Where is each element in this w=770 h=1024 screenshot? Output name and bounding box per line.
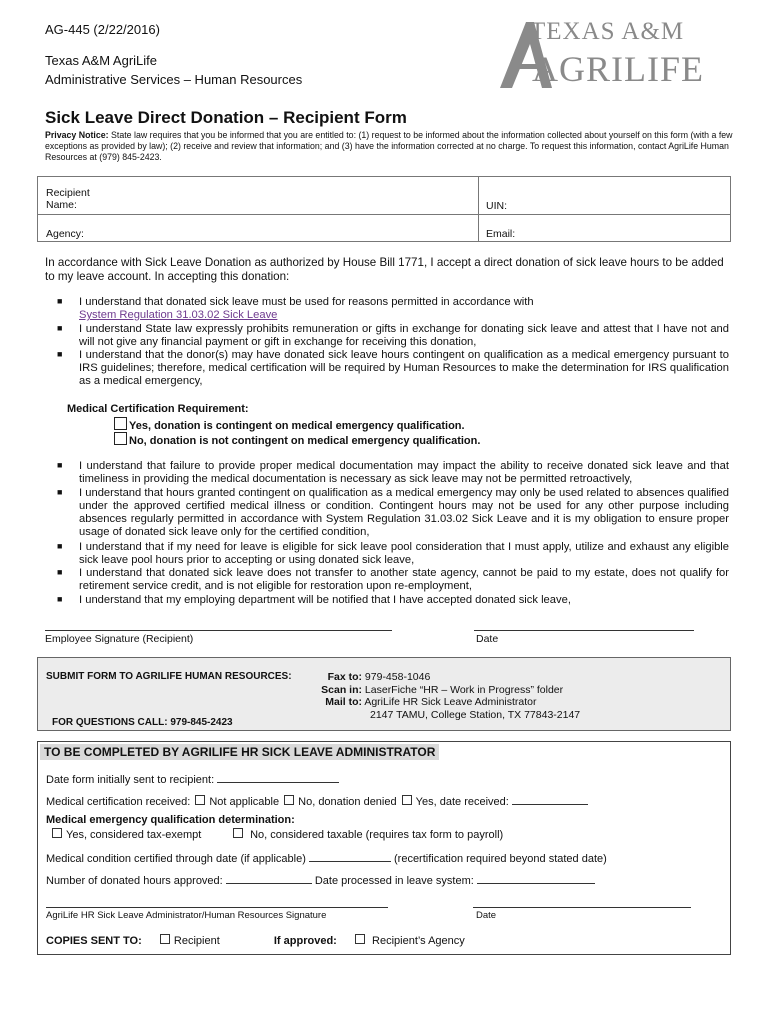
hours-approved-field[interactable]: [226, 872, 312, 884]
intro-paragraph: In accordance with Sick Leave Donation as authorized by House Bill 1771, I accept a direct donation of sick leave hours to be added to my leave account. In accepting this donation:: [45, 256, 724, 283]
employee-date-label: Date: [476, 633, 499, 645]
box-divider: [478, 177, 479, 241]
box-row-divider: [38, 214, 730, 215]
date-received-field[interactable]: [512, 793, 588, 805]
bullet-icon: ■: [57, 541, 63, 551]
checkbox-recipient-agency[interactable]: [355, 934, 365, 944]
bullet-icon: ■: [57, 349, 63, 359]
logo-top-text: TEXAS A&M: [530, 18, 685, 45]
uin-field[interactable]: [516, 189, 724, 211]
bullet-icon: ■: [57, 567, 63, 577]
submit-details: Fax to: 979-458-1046 Scan in: LaserFiche “HR – Work in Progress” folder Mail to: AgriLife HR Sick Leave Administrator 2147 TAMU, College Station, TX 77843-2147: [321, 671, 581, 721]
submit-box: [37, 657, 731, 731]
page-title: Sick Leave Direct Donation – Recipient Form: [45, 108, 407, 127]
admin-date-line[interactable]: [473, 907, 691, 908]
bullet-a3: I understand that the donor(s) may have donated sick leave hours contingent on qualification as a medical emergency pursuant to IRS guidelines; therefore, medical certification will be required by Human Resources to make the determination for IRS qualification as a medical emergency,: [79, 349, 729, 387]
bullet-b5: I understand that my employing department will be notified that I have accepted donated sick leave,: [79, 594, 571, 606]
bullet-b2: I understand that hours granted contingent on qualification as a medical emergency may only be used related to absences qualified under the approved certified medical illness or condition. Contingent hours may not be used for any other purpose including absences regularly permitted in accordance with System Regulation 31.03.02 Sick Leave and it is my obligation to ensure proper usage of donated sick leave only for the certified condition,: [79, 487, 729, 538]
org-line-2: Administrative Services – Human Resources: [45, 72, 303, 87]
logo-bottom-text: AGRILIFE: [532, 49, 704, 89]
bullet-b4: I understand that donated sick leave does not transfer to another state agency, cannot be paid to my estate, does not qualify for retirement service credit, and is not eligible for restoration upon re-employment,: [79, 567, 729, 592]
bullet-a2: I understand State law expressly prohibits remuneration or gifts in exchange for donating sick leave and attest that I have not and will not give any financial payment or gift in exchange for receiving this donation,: [79, 323, 729, 348]
employee-date-line[interactable]: [474, 630, 694, 631]
checkbox-no[interactable]: [114, 432, 127, 445]
privacy-notice: [45, 130, 735, 163]
cert-through-field[interactable]: [309, 850, 391, 862]
privacy-label: Privacy Notice:: [45, 130, 109, 140]
recipient-name-field[interactable]: [98, 189, 474, 211]
form-id: AG-445 (2/22/2016): [45, 22, 160, 37]
email-label: Email:: [486, 228, 516, 240]
checkbox-donation-denied[interactable]: [284, 795, 294, 805]
bullet-icon: ■: [57, 487, 63, 497]
checkbox-yes[interactable]: [114, 417, 127, 430]
med-received-row: Medical certification received: Not applicable No, donation denied Yes, date received:: [46, 793, 588, 808]
hours-row: Number of donated hours approved: Date processed in leave system:: [46, 872, 595, 887]
questions-phone: FOR QUESTIONS CALL: 979-845-2423: [52, 717, 233, 728]
fax-number: 979-458-1046: [364, 671, 431, 683]
med-cert-heading: Medical Certification Requirement:: [67, 403, 249, 415]
med-cert-yes-option[interactable]: Yes, donation is contingent on medical emergency qualification.: [114, 417, 465, 432]
checkbox-yes-received[interactable]: [402, 795, 412, 805]
system-regulation-link[interactable]: System Regulation 31.03.02 Sick Leave: [79, 309, 278, 321]
admin-date-label: Date: [476, 910, 497, 921]
scan-location: LaserFiche “HR – Work in Progress” folder: [364, 683, 564, 696]
cert-through-row: Medical condition certified through date (if applicable) (recertification required beyond stated date): [46, 850, 607, 865]
privacy-text: State law requires that you be informed that you are entitled to: (1) request to be informed about the information collected about yourself on this form (with a few exceptions as provided by law); (2) receive and review that information; and (3) have the information corrected at no charge. To request this information, contact AgriLife Human Resources at (979) 845-2423.: [45, 130, 733, 162]
qual-no-option[interactable]: No, considered taxable (requires tax form to payroll): [231, 828, 503, 841]
if-approved-label: If approved:: [273, 935, 337, 947]
checkbox-taxable[interactable]: [233, 828, 243, 838]
date-sent-row: Date form initially sent to recipient:: [46, 771, 339, 786]
checkbox-tax-exempt[interactable]: [52, 828, 62, 838]
admin-signature-line[interactable]: [46, 907, 388, 908]
bullet-icon: ■: [57, 323, 63, 333]
checkbox-copy-recipient[interactable]: [160, 934, 170, 944]
bullet-icon: ■: [57, 296, 63, 306]
copies-label: COPIES SENT TO:: [46, 935, 142, 947]
qualification-heading: Medical emergency qualification determination:: [46, 814, 295, 826]
copies-row: COPIES SENT TO: Recipient If approved: Recipient’s Agency: [46, 935, 465, 947]
qual-yes-option[interactable]: Yes, considered tax-exempt: [50, 828, 201, 841]
email-field[interactable]: [524, 217, 724, 239]
agency-label: Agency:: [46, 228, 84, 240]
employee-signature-label: Employee Signature (Recipient): [45, 633, 194, 645]
submit-heading: SUBMIT FORM TO AGRILIFE HUMAN RESOURCES:: [46, 671, 292, 682]
bullet-b3: I understand that if my need for leave is eligible for sick leave pool consideration that I must apply, utilize and exhaust any eligible sick leave pool hours prior to accepting or using donated sick leave,: [79, 541, 729, 566]
mail-recipient: AgriLife HR Sick Leave Administrator: [364, 696, 537, 708]
bullet-a1: I understand that donated sick leave must be used for reasons permitted in accordance with System Regulation 31.03.02 Sick Leave: [79, 296, 534, 321]
checkbox-not-applicable[interactable]: [195, 795, 205, 805]
org-line-1: Texas A&M AgriLife: [45, 53, 157, 68]
med-cert-no-option[interactable]: No, donation is not contingent on medical emergency qualification.: [114, 432, 480, 447]
bullet-icon: ■: [57, 460, 63, 470]
recipient-box: [37, 176, 731, 242]
bullet-b1: I understand that failure to provide proper medical documentation may impact the ability to receive donated sick leave and that timeliness in providing the medical documentation is necessary as sick leave may not be permitted retroactively,: [79, 460, 729, 485]
date-sent-field[interactable]: [217, 771, 339, 783]
bullet-icon: ■: [57, 594, 63, 604]
admin-section: [37, 741, 731, 955]
date-processed-field[interactable]: [477, 872, 595, 884]
agency-field[interactable]: [98, 217, 474, 239]
agrilife-logo: [492, 16, 732, 88]
admin-heading: TO BE COMPLETED BY AGRILIFE HR SICK LEAVE ADMINISTRATOR: [40, 744, 439, 760]
employee-signature-line[interactable]: [45, 630, 392, 631]
mail-address: 2147 TAMU, College Station, TX 77843-2147: [370, 708, 581, 721]
recipient-name-label: Recipient Name:: [46, 187, 90, 211]
admin-signature-label: AgriLife HR Sick Leave Administrator/Human Resources Signature: [46, 910, 327, 921]
uin-label: UIN:: [486, 200, 507, 212]
